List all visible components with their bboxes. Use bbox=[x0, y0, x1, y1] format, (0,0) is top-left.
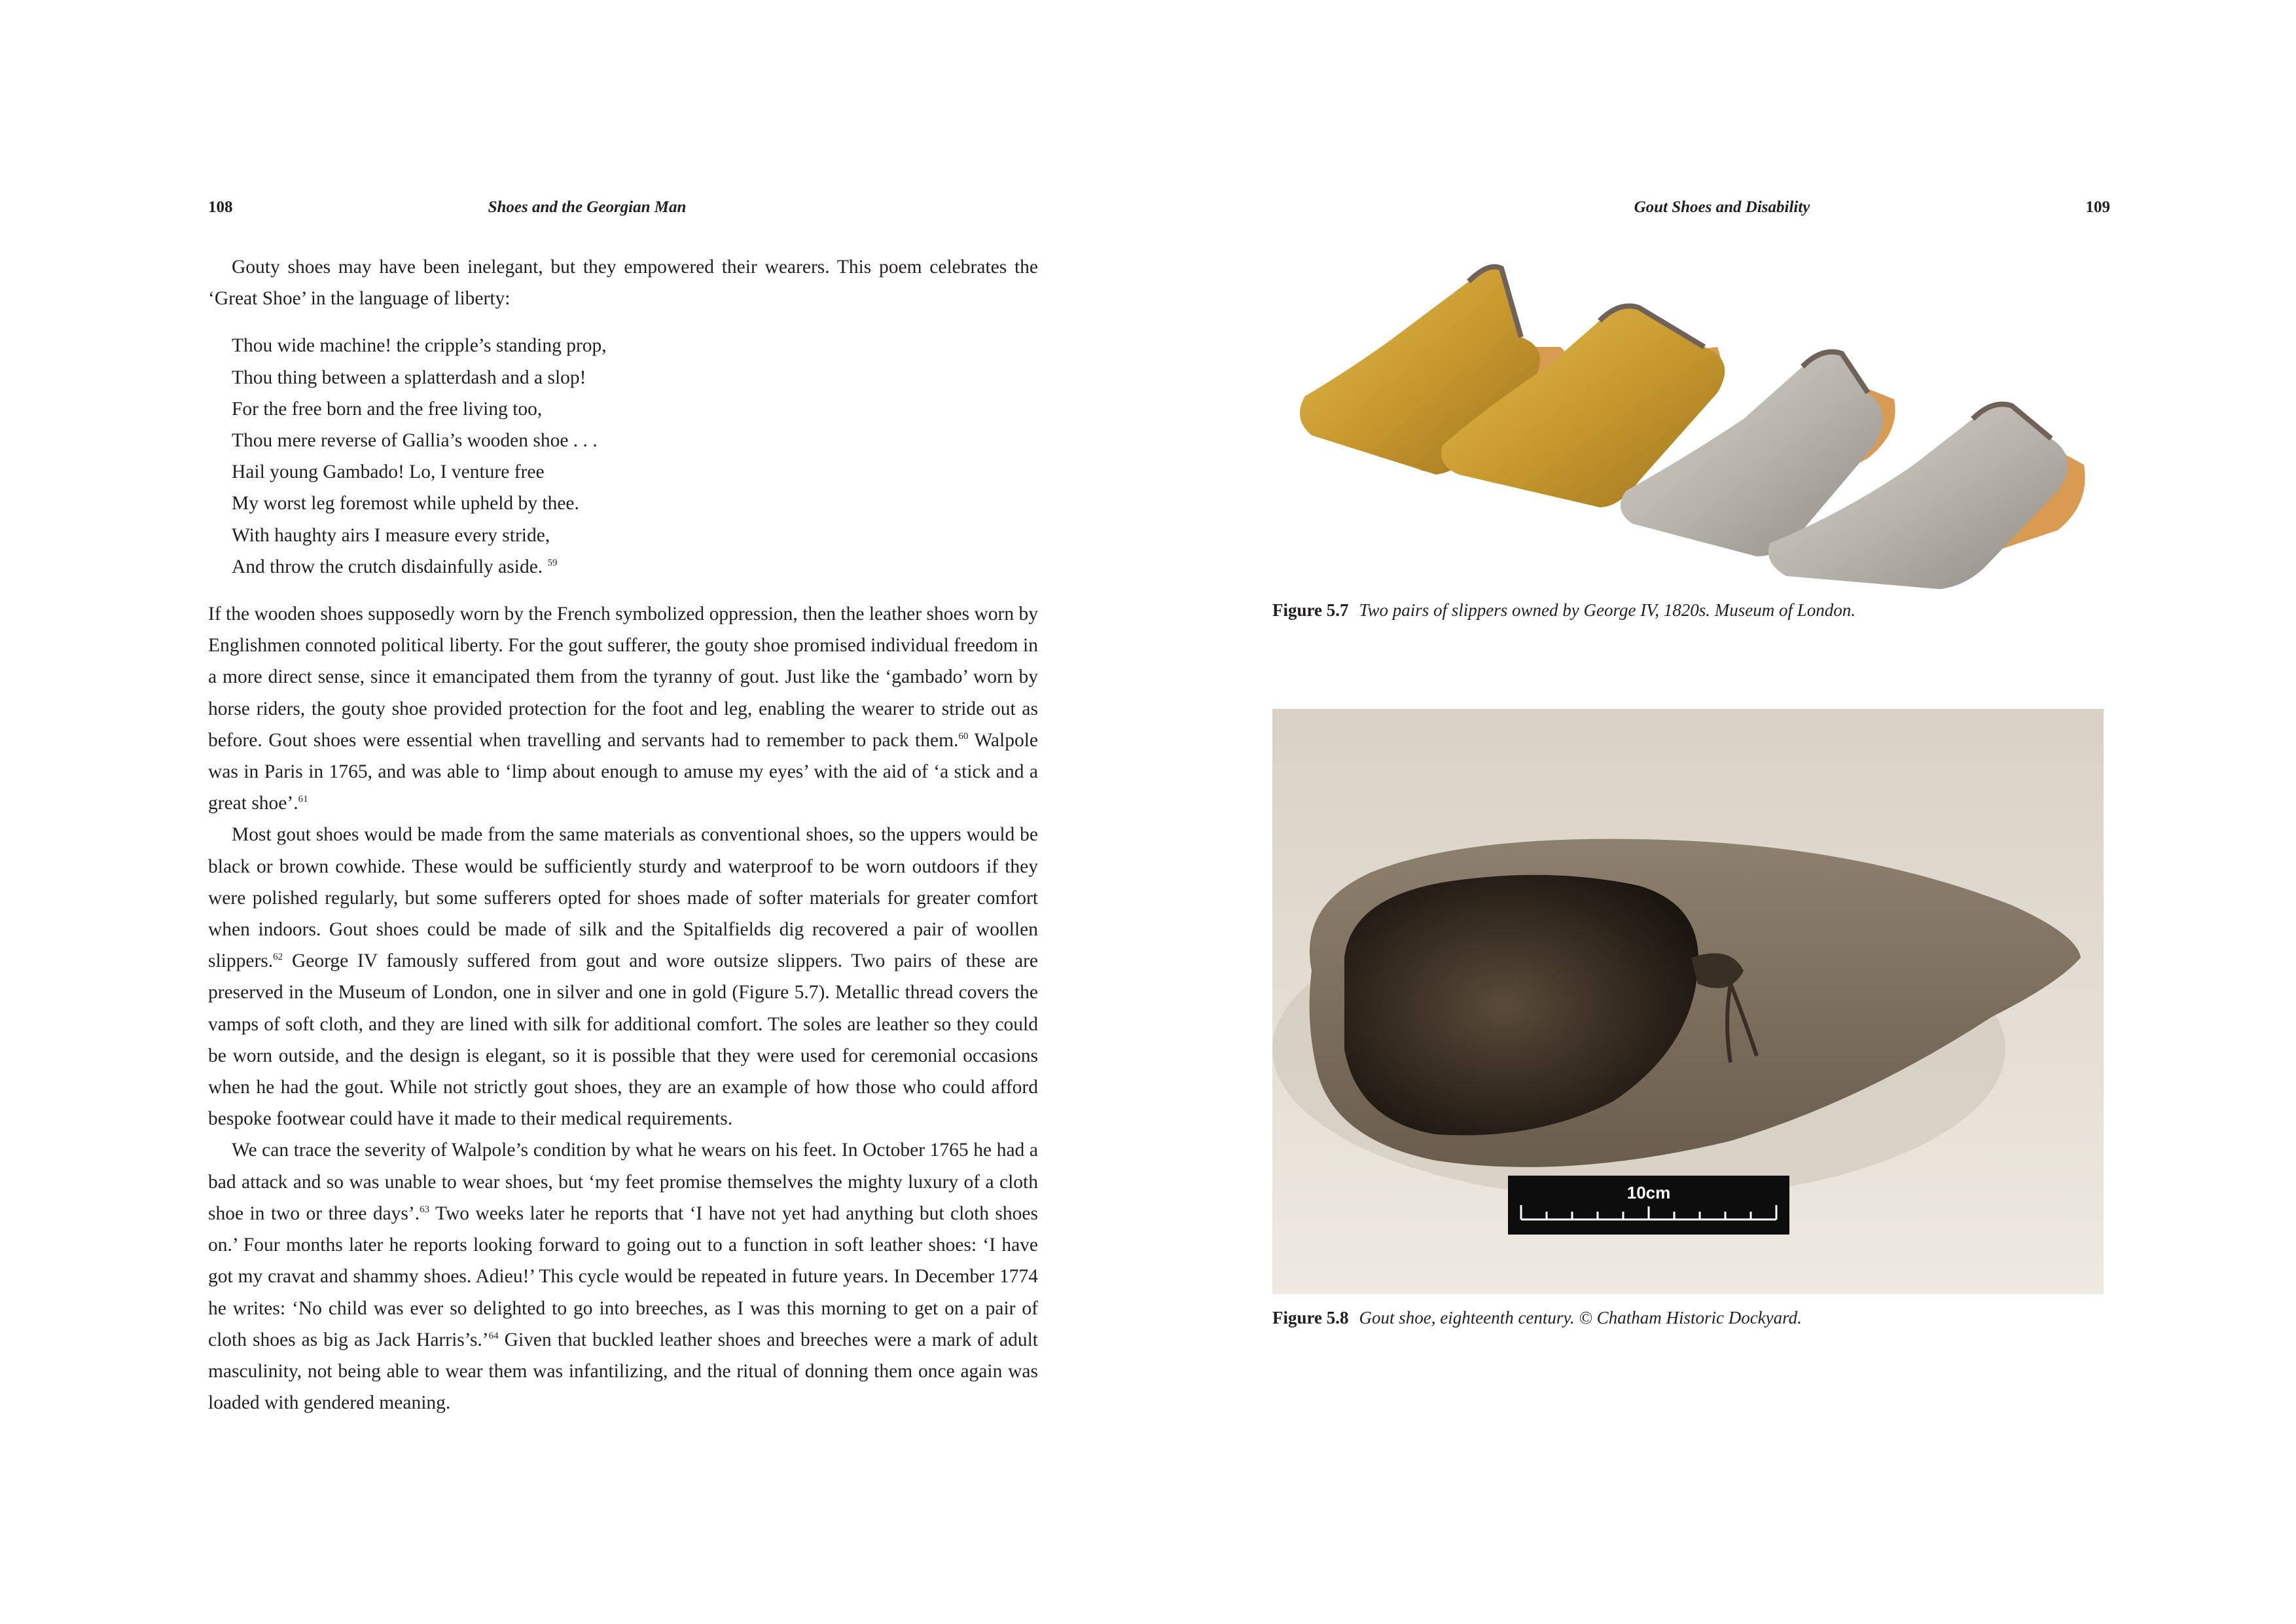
poem-line: Thou mere reverse of Gallia’s wooden shoe . . . bbox=[232, 430, 598, 452]
paragraph-materials bbox=[208, 819, 1038, 1134]
figure-label: Figure 5.7 bbox=[1272, 600, 1349, 620]
footnote-ref: 61 bbox=[298, 794, 308, 805]
page-number-left: 108 bbox=[208, 198, 233, 216]
paragraph-text: We can trace the severity of Walpole’s condition by what he wears on his feet. In October 1765 he had a bad attack and so was unable to wear shoes, but ‘my feet promise themselves the mighty luxury of a cloth shoe in two or three days’. bbox=[208, 1140, 1038, 1224]
figure-label: Figure 5.8 bbox=[1272, 1308, 1349, 1327]
running-head-left: Shoes and the Georgian Man bbox=[488, 198, 687, 216]
footnote-ref: 62 bbox=[273, 952, 283, 963]
right-page bbox=[1148, 0, 2296, 1624]
paragraph-text: George IV famously suffered from gout and wore outsize slippers. Two pairs of these are preserved in the Museum of London, one in silver and one in gold (Figure 5.7). Metallic thread covers the vamps of soft cloth, and they are lined with silk for additional comfort. The soles are leather so they could be worn outside, and the design is elegant, so it is possible that they were used for ceremonial occasions when he had the gout. While not strictly gout shoes, they are an example of how those who could afford bespoke footwear could have it made to their medical requirements. bbox=[208, 950, 1038, 1130]
running-head-right: Gout Shoes and Disability bbox=[1634, 198, 1810, 216]
poem-line-last bbox=[232, 551, 1038, 583]
poem-line: Thou thing between a splatterdash and a slop! bbox=[232, 367, 586, 388]
slippers-photo bbox=[1272, 249, 2104, 596]
figure-5-7-caption bbox=[1272, 597, 2104, 623]
paragraph-text: Walpole was in Paris in 1765, and was able to ‘limp about enough to amuse my eyes’ with the aid of ‘a stick and a great shoe’. bbox=[208, 729, 1039, 814]
poem-line: For the free born and the free living too, bbox=[232, 398, 543, 420]
paragraph-text: Most gout shoes would be made from the same materials as conventional shoes, so the uppers would be black or brown cowhide. These would be sufficiently sturdy and waterproof to be worn outdoors if they were polished regularly, but some sufferers opted for shoes made of softer materials for greater comfort when indoors. Gout shoes could be made of silk and the Spitalfields dig recovered a pair of woollen slippers. bbox=[208, 824, 1038, 972]
page-number-right: 109 bbox=[2085, 198, 2110, 216]
paragraph-walpole bbox=[208, 1134, 1038, 1418]
figure-5-8-image bbox=[1272, 709, 2104, 1294]
intro-paragraph: Gouty shoes may have been inelegant, but they empowered their wearers. This poem celebrates the ‘Great Shoe’ in the language of liberty: bbox=[208, 257, 1038, 310]
footnote-ref: 63 bbox=[420, 1204, 430, 1216]
poem-line-text: And throw the crutch disdainfully aside. bbox=[232, 556, 543, 577]
paragraph-liberty bbox=[208, 598, 1038, 819]
caption-text: Gout shoe, eighteenth century. © Chatham Historic Dockyard. bbox=[1359, 1308, 1802, 1327]
poem-line: Hail young Gambado! Lo, I venture free bbox=[232, 461, 545, 483]
scale-bar bbox=[1508, 1176, 1789, 1235]
poem bbox=[232, 330, 1038, 583]
caption-text: Two pairs of slippers owned by George IV, 1820s. Museum of London. bbox=[1359, 600, 1856, 620]
body-text bbox=[208, 251, 1038, 1418]
poem-line: Thou wide machine! the cripple’s standing prop, bbox=[232, 335, 607, 357]
paragraph-text: Given that buckled leather shoes and breeches were a mark of adult masculinity, not being able to wear them was infantilizing, and the ritual of donning them once again was loaded with gendered meaning. bbox=[208, 1329, 1038, 1414]
footnote-ref: 60 bbox=[958, 731, 969, 742]
figure-5-7-image bbox=[1272, 249, 2104, 596]
footnote-ref: 59 bbox=[547, 558, 558, 568]
scale-bar-label: 10cm bbox=[1626, 1183, 1671, 1202]
poem-line: My worst leg foremost while upheld by thee. bbox=[232, 493, 579, 514]
gout-shoe-photo bbox=[1272, 709, 2104, 1294]
paragraph-text: Two weeks later he reports that ‘I have not yet had anything but cloth shoes on.’ Four months later he reports looking forward to going out to a function in soft leather shoes: ‘I have got my cravat and shammy shoes. Adieu!’ This cycle would be repeated in future years. In December 1774 he writes: ‘No child was ever so delighted to go into breeches, as I was this morning to get on a pair of cloth shoes as big as Jack Harris’s.’ bbox=[208, 1202, 1038, 1350]
poem-line: With haughty airs I measure every stride, bbox=[232, 524, 550, 546]
paragraph-text: If the wooden shoes supposedly worn by the French symbolized oppression, then the leather shoes worn by Englishmen connoted political liberty. For the gout sufferer, the gouty shoe promised individual freedom in a more direct sense, since it emancipated them from the tyranny of gout. Just like the ‘gambado’ worn by horse riders, the gouty shoe provided protection for the foot and leg, enabling the wearer to stride out as before. Gout shoes were essential when travelling and servants had to remember to pack them. bbox=[208, 604, 1038, 751]
footnote-ref: 64 bbox=[488, 1330, 499, 1341]
figure-5-8-caption bbox=[1272, 1305, 2104, 1331]
